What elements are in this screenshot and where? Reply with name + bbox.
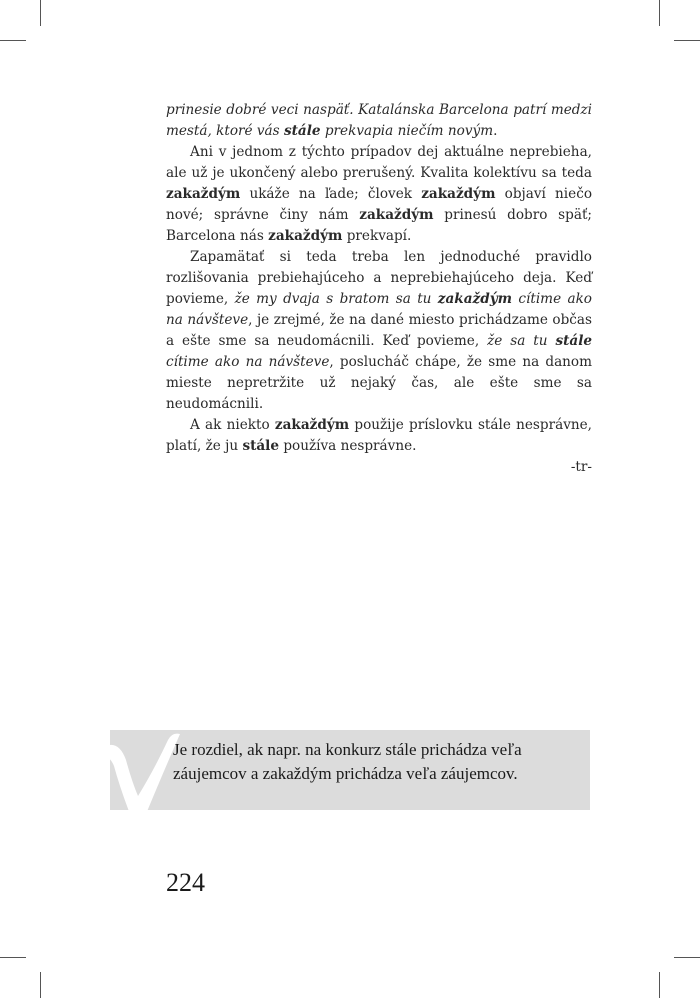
crop-mark <box>659 972 660 998</box>
paragraph-2: Ani v jednom z týchto prípadov dej aktuálne neprebieha, ale už je ukončený alebo prerušený. Kvalita kolektívu sa teda zakaždým ukáže na ľade; človek zakaždým objaví niečo nové; správne činy nám zakaždým prinesú dobro späť; Barcelona nás zakaždým prekvapí. <box>166 144 593 244</box>
crop-mark <box>674 957 700 958</box>
crop-mark <box>40 0 41 26</box>
note-text: Je rozdiel, ak napr. na konkurz stále prichádza veľa záujemcov a zakaždým prichádza veľa záujemcov. <box>173 740 522 783</box>
crop-mark <box>0 957 26 958</box>
crop-mark <box>40 972 41 998</box>
page-number: 224 <box>166 868 205 897</box>
crop-mark <box>0 40 26 41</box>
paragraph-4: A ak niekto zakaždým použije príslovku stále nesprávne, platí, že ju stále používa nesprávne. <box>166 417 592 454</box>
paragraph-3: Zapamätať si teda treba len jednoduché pravidlo rozlišovania prebiehajúceho a neprebiehajúceho deja. Keď povieme, že my dvaja s bratom sa tu zakaždým cítime ako na návšteve, je zrejmé, že na dané miesto prichádzame občas a ešte sme sa neudomácnili. Keď povieme, že sa tu stále cítime ako na návšteve, poslucháč chápe, že sme na danom mieste nepretržite už nejaký čas, ale ešte sme sa neudomácnili. <box>166 249 593 412</box>
crop-mark <box>659 0 660 26</box>
crop-mark <box>674 40 700 41</box>
author-signature: -tr- <box>570 459 592 475</box>
note-box <box>110 730 590 810</box>
article-body <box>166 100 592 478</box>
paragraph-1: prinesie dobré veci naspäť. Katalánska Barcelona patrí medzi mestá, ktoré vás stále prekvapia niečím novým. <box>166 102 592 139</box>
